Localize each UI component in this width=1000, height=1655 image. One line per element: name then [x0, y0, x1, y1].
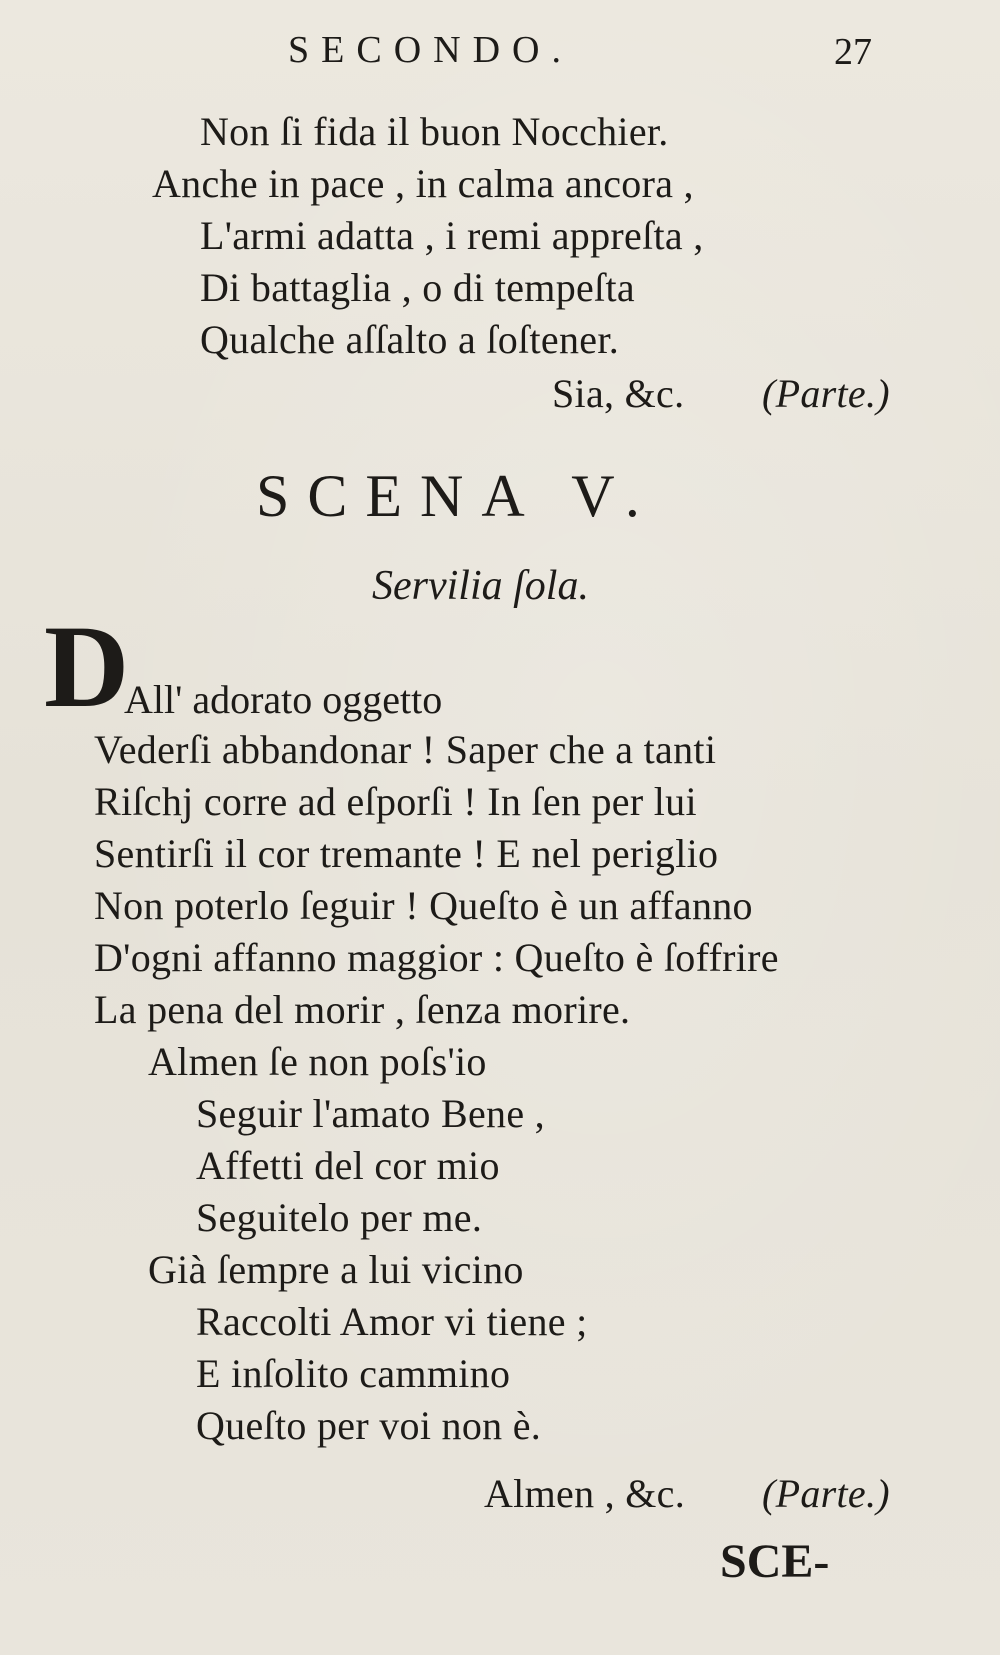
aria-line: Seguir l'amato Bene , — [196, 1091, 545, 1136]
aria-line: Affetti del cor mio — [196, 1143, 500, 1188]
recitative-line: Riſchj corre ad eſporſi ! In ſen per lui — [94, 779, 697, 824]
page-number: 27 — [834, 31, 872, 73]
recitative-line: Vederſi abbandonar ! Saper che a tanti — [94, 727, 717, 772]
character-name: Servilia ſola. — [372, 563, 589, 609]
da-capo-cue: Almen , &c. — [484, 1471, 686, 1516]
scene-title: SCENA V. — [256, 463, 658, 529]
aria-line: Seguitelo per me. — [196, 1195, 483, 1240]
verse-line: L'armi adatta , i remi appreſta , — [200, 213, 704, 258]
drop-cap: D — [44, 601, 130, 732]
verse-line: Di battaglia , o di tempeſta — [200, 265, 635, 310]
aria-line: Raccolti Amor vi tiene ; — [196, 1299, 588, 1344]
recitative-line: La pena del morir , ſenza morire. — [94, 987, 631, 1032]
recitative-first-line: All' adorato oggetto — [124, 677, 443, 722]
stage-direction: (Parte.) — [762, 1471, 890, 1516]
aria-line: Già ſempre a lui vicino — [148, 1247, 524, 1292]
verse-line: Non ſi fida il buon Nocchier. — [200, 109, 669, 154]
catchword: SCE- — [720, 1535, 830, 1588]
recitative-line: Non poterlo ſeguir ! Queſto è un affanno — [94, 883, 753, 928]
aria-line: Almen ſe non poſs'io — [148, 1039, 487, 1084]
da-capo-cue: Sia, &c. — [552, 371, 685, 416]
recitative-line: D'ogni affanno maggior : Queſto è ſoffrire — [94, 935, 779, 980]
recitative-line: Sentirſi il cor tremante ! E nel periglio — [94, 831, 719, 876]
aria-line: Queſto per voi non è. — [196, 1403, 542, 1448]
verse-line: Anche in pace , in calma ancora , — [152, 161, 694, 206]
running-head: SECONDO. — [288, 29, 573, 71]
verse-line: Qualche aſſalto a ſoſtener. — [200, 317, 620, 362]
aria-line: E inſolito cammino — [196, 1351, 511, 1396]
stage-direction: (Parte.) — [762, 371, 890, 416]
